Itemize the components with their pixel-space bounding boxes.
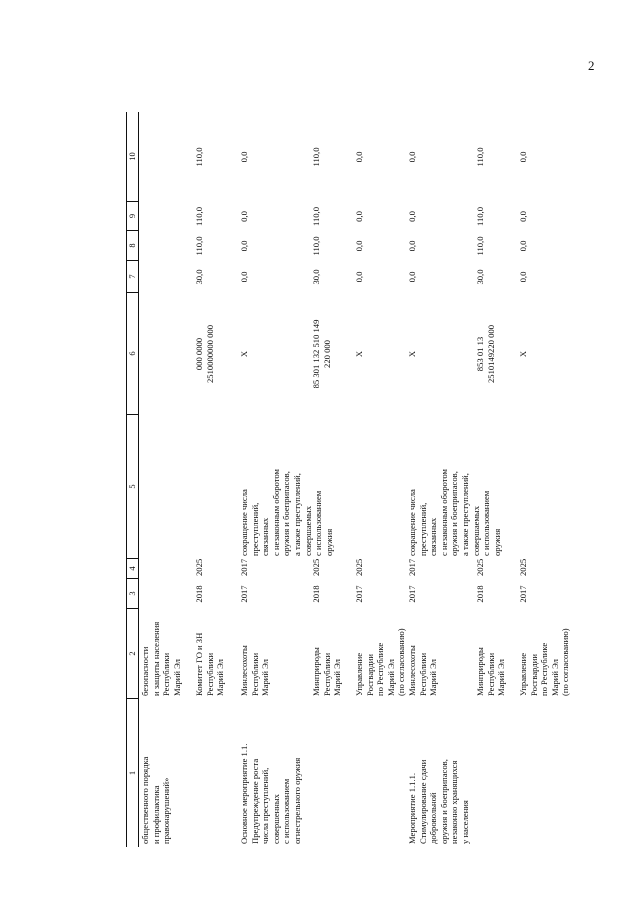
cell-value-2018: 0,0 (239, 240, 249, 252)
cell-end-year: 2025 (194, 558, 204, 576)
cell-executor: Управление Росгвардии по Республике Марий Эл (по согласованию) (518, 628, 571, 696)
cell-budget-code: Х (407, 350, 417, 358)
header-col-5: 5 (127, 415, 138, 559)
cell-result: сокращение числа преступлений, связанных с незаконным оборотом оружия и боеприпасов, а также преступлений, совершаемых с использованием оружия (239, 469, 334, 556)
cell-goal: Основное мероприятие 1.1. Предупреждение роста числа преступлений, совершенных с использованием огнестрельного оружия (239, 743, 302, 844)
header-col-9: 9 (127, 202, 138, 231)
cell-value-2018: 110,0 (194, 236, 204, 256)
cell-value-2017: 30,0 (475, 269, 485, 285)
cell-budget-code: 85 301 132 510 149 220 000 (311, 319, 332, 389)
cell-goal: общественного порядка и профилактика правонарушений» (140, 756, 172, 844)
header-col-10: 10 (127, 112, 138, 202)
cell-start-year: 2017 (239, 585, 249, 603)
cell-executor: Управление Росгвардии по Республике Марий Эл (по согласованию) (354, 628, 407, 696)
cell-start-year: 2018 (475, 585, 485, 603)
header-col-1: 1 (127, 770, 137, 776)
cell-end-year: 2025 (354, 558, 364, 576)
cell-value-2019: 0,0 (239, 211, 249, 222)
cell-start-year: 2018 (311, 585, 321, 603)
cell-start-year: 2017 (518, 585, 528, 603)
cell-start-year: 2018 (194, 585, 204, 603)
cell-value-2017: 0,0 (239, 271, 249, 283)
cell-value-2020: 0,0 (518, 151, 528, 163)
cell-value-2020: 110,0 (311, 147, 321, 167)
cell-budget-code: 000 0000 2510000000 000 (194, 325, 215, 384)
cell-result: сокращение числа преступлений, связанных с незаконным оборотом оружия и боеприпасов, а также преступлений, совершаемых с использованием оружия (407, 469, 502, 556)
cell-value-2018: 110,0 (475, 236, 485, 256)
cell-value-2017: 30,0 (194, 269, 204, 285)
cell-executor: Минприроды Республики Марий Эл (475, 647, 507, 696)
cell-budget-code: Х (239, 350, 249, 358)
cell-value-2020: 0,0 (354, 151, 364, 163)
header-col-3: 3 (127, 579, 138, 609)
cell-value-2018: 0,0 (354, 240, 364, 252)
header-col-7: 7 (127, 261, 138, 293)
cell-value-2017: 30,0 (311, 269, 321, 285)
table-header-row (126, 112, 139, 847)
cell-executor: Минлесохоты Республики Марий Эл (239, 645, 271, 696)
cell-value-2020: 110,0 (194, 147, 204, 167)
cell-value-2018: 0,0 (407, 240, 417, 252)
cell-end-year: 2025 (518, 558, 528, 576)
cell-value-2020: 0,0 (239, 151, 249, 163)
cell-start-year: 2017 (354, 585, 364, 603)
cell-end-year: 2025 (475, 558, 485, 576)
cell-value-2020: 0,0 (407, 151, 417, 163)
header-col-8: 8 (127, 231, 138, 261)
cell-value-2019: 0,0 (407, 211, 417, 222)
cell-value-2018: 0,0 (518, 240, 528, 252)
cell-value-2019: 110,0 (311, 206, 321, 227)
cell-value-2019: 110,0 (194, 206, 204, 227)
cell-executor: Минлесохоты Республики Марий Эл (407, 645, 439, 696)
cell-value-2017: 0,0 (407, 271, 417, 283)
header-col-4: 4 (127, 559, 138, 579)
cell-value-2018: 110,0 (311, 236, 321, 256)
cell-value-2017: 0,0 (354, 271, 364, 283)
header-col-2: 2 (127, 609, 138, 699)
cell-goal: Мероприятие 1.1.1. Стимулирование сдачи добровольной оружия и боеприпасов, незаконно хранящихся у населения (407, 759, 470, 844)
cell-value-2019: 0,0 (354, 211, 364, 222)
page-number: 2 (588, 58, 595, 73)
cell-value-2019: 110,0 (475, 206, 485, 227)
cell-budget-code: 853 01 13 2510149220 000 (475, 325, 496, 384)
cell-end-year: 2017 (239, 558, 249, 576)
cell-start-year: 2017 (407, 585, 417, 603)
header-col-6: 6 (127, 293, 138, 415)
cell-end-year: 2025 (311, 558, 321, 576)
rotated-table-wrapper (126, 112, 612, 847)
cell-value-2020: 110,0 (475, 147, 485, 167)
cell-value-2017: 0,0 (518, 271, 528, 283)
cell-value-2019: 0,0 (518, 211, 528, 222)
cell-end-year: 2017 (407, 558, 417, 576)
cell-executor: Минприроды Республики Марий Эл (311, 647, 343, 696)
cell-budget-code: Х (354, 350, 364, 358)
cell-executor: Комитет ГО и ЗН Республики Марий Эл (194, 632, 226, 696)
cell-budget-code: Х (518, 350, 528, 358)
cell-executor: безопасности и защиты населения Республики Марий Эл (140, 621, 182, 696)
